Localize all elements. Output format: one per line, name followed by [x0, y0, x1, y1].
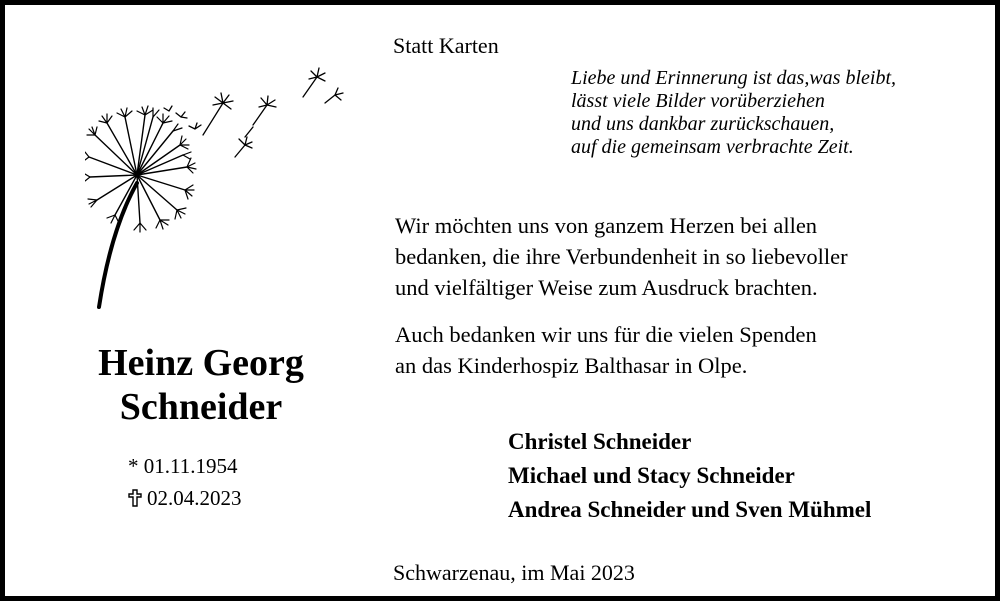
place-and-date: Schwarzenau, im Mai 2023 — [393, 560, 635, 585]
thanks-line: bedanken, die ihre Verbundenheit in so liebevoller — [395, 244, 848, 269]
death-date-row — [128, 482, 242, 514]
birth-date: * 01.11.1954 — [128, 454, 238, 478]
poem — [571, 67, 896, 159]
signer: Michael und Stacy Schneider — [508, 463, 795, 488]
signer: Andrea Schneider und Sven Mühmel — [508, 497, 872, 522]
statt-karten-label: Statt Karten — [393, 33, 499, 58]
deceased-name — [65, 341, 337, 429]
poem-line: und uns dankbar zurückschauen, — [571, 113, 835, 135]
donations-line: an das Kinderhospiz Balthasar in Olpe. — [395, 353, 748, 378]
cross-icon — [128, 489, 142, 507]
thanks-line: Wir möchten uns von ganzem Herzen bei allen — [395, 213, 818, 238]
life-dates — [128, 450, 242, 514]
death-date: 02.04.2023 — [147, 486, 242, 510]
deceased-last-name: Schneider — [119, 386, 283, 428]
poem-line: lässt viele Bilder vorüberziehen — [571, 90, 825, 112]
donations-line: Auch bedanken wir uns für die vielen Spenden — [395, 322, 817, 347]
poem-line: Liebe und Erinnerung ist das,was bleibt, — [571, 67, 896, 89]
signer: Christel Schneider — [508, 429, 692, 454]
dandelion-icon — [85, 65, 355, 315]
thanks-line: und vielfältiger Weise zum Ausdruck brachten. — [395, 275, 818, 300]
poem-line: auf die gemeinsam verbrachte Zeit. — [571, 136, 854, 158]
thanks-paragraph — [395, 210, 848, 303]
signers — [508, 425, 871, 527]
donations-paragraph — [395, 319, 817, 381]
deceased-first-names: Heinz Georg — [98, 342, 304, 384]
